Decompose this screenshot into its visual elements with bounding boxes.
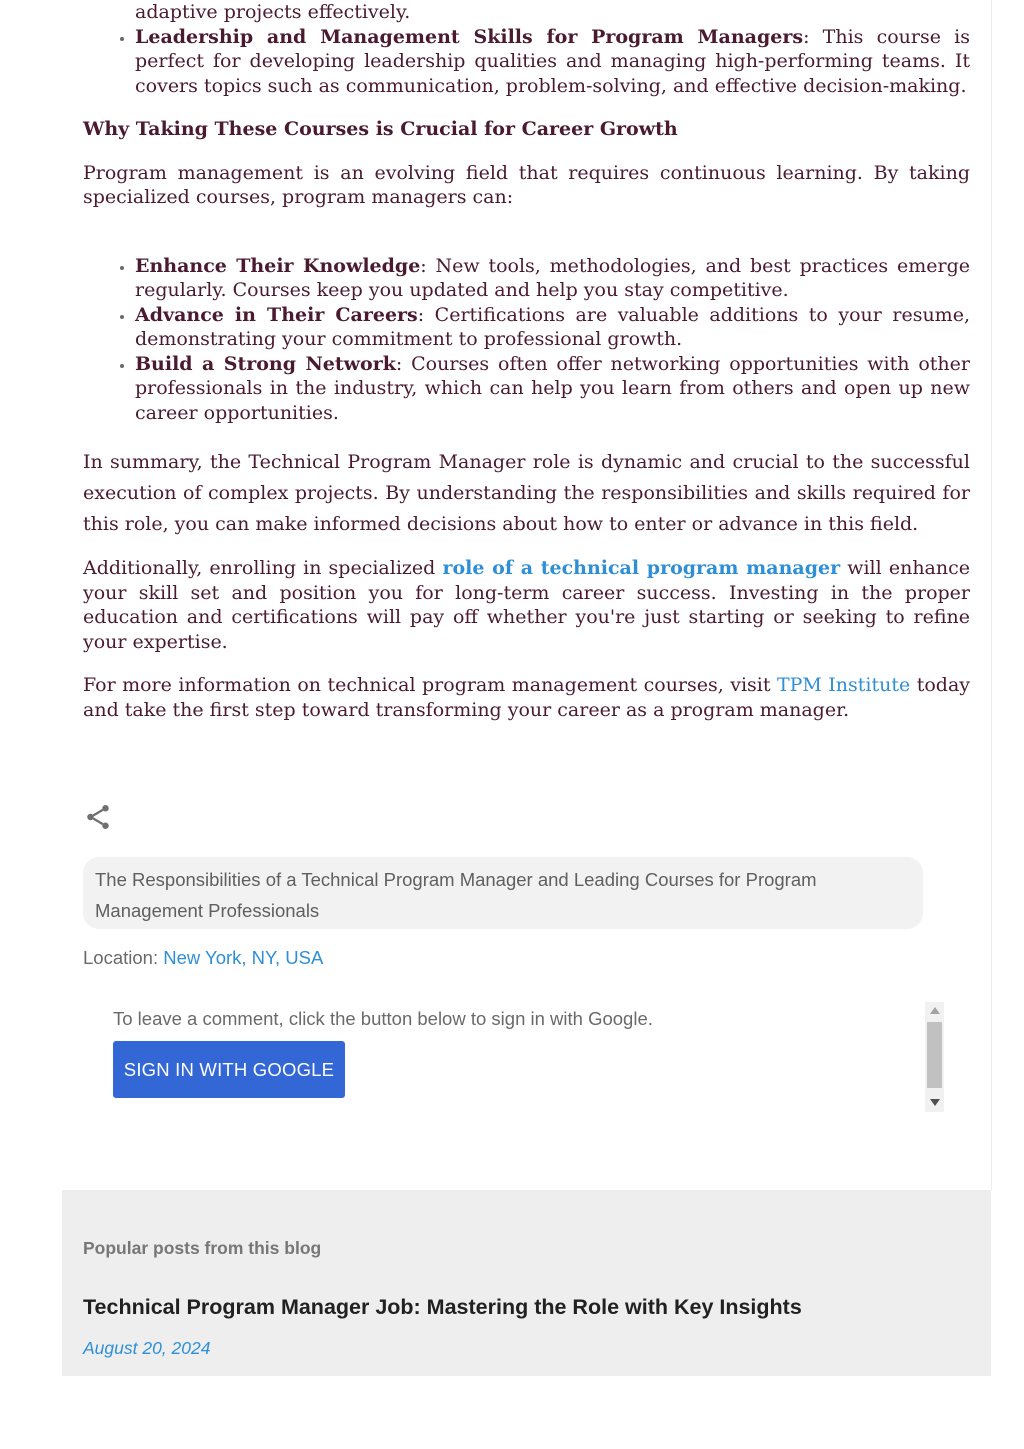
- post-label-text: The Responsibilities of a Technical Program Manager and Leading Courses for Program Management Professionals: [95, 869, 817, 921]
- list-item-careers: [135, 303, 970, 352]
- comment-frame: [113, 1002, 945, 1112]
- benefit-title: Advance in Their Careers: [135, 303, 418, 326]
- comment-scrollbar[interactable]: [925, 1002, 944, 1112]
- page: [62, 0, 991, 1449]
- section-heading: Why Taking These Courses is Crucial for Career Growth: [83, 118, 678, 140]
- post-card: [62, 0, 992, 1190]
- list-item-knowledge: [135, 254, 970, 303]
- more-info-after: today and take the first step toward transforming your career as a program manager.: [83, 674, 970, 721]
- tpm-institute-link[interactable]: TPM Institute: [776, 674, 911, 696]
- location-label: Location:: [83, 947, 164, 968]
- tpm-role-link[interactable]: role of a technical program manager: [442, 557, 841, 579]
- benefit-text: : Courses often offer networking opportunities with other professionals in the industry, which can help you learn from others and open up new career opportunities.: [135, 352, 970, 424]
- benefit-text: : Certifications are valuable additions to your resume, demonstrating your commitment to professional growth.: [135, 303, 970, 350]
- additional-paragraph: [83, 556, 970, 654]
- list-item-continued: [135, 0, 970, 25]
- share-icon: [83, 802, 113, 832]
- clipped-text: adaptive projects effectively.: [135, 1, 411, 23]
- benefit-title: Enhance Their Knowledge: [135, 254, 421, 277]
- popular-post-title-link[interactable]: Technical Program Manager Job: Mastering the Role with Key Insights: [83, 1295, 802, 1319]
- benefit-text: : New tools, methodologies, and best practices emerge regularly. Courses keep you updated and help you stay competitive.: [135, 254, 970, 301]
- post-label-chip[interactable]: [83, 857, 923, 929]
- popular-posts-heading: Popular posts from this blog: [83, 1238, 322, 1258]
- popular-post-date: August 20, 2024: [83, 1338, 211, 1358]
- more-info-paragraph: [83, 673, 970, 722]
- comment-prompt: To leave a comment, click the button below to sign in with Google.: [113, 1008, 653, 1029]
- additional-after: will enhance your skill set and position you for long-term career success. Investing in the proper education and certifications will pay off whether you're just starting or seeking to refine your expertise.: [83, 557, 971, 653]
- course-list-continued: [83, 0, 970, 98]
- scroll-up-arrow-icon[interactable]: [930, 1007, 940, 1014]
- location-link[interactable]: New York, NY, USA: [163, 947, 324, 968]
- more-info-before: For more information on technical program management courses, visit: [83, 674, 777, 696]
- post-body: [83, 0, 970, 722]
- additional-before: Additionally, enrolling in specialized: [83, 557, 443, 579]
- list-item-leadership: [135, 25, 970, 99]
- scroll-thumb[interactable]: [927, 1022, 942, 1088]
- benefit-title: Build a Strong Network: [135, 352, 396, 375]
- benefits-list: [83, 254, 970, 426]
- intro-paragraph: Program management is an evolving field that requires continuous learning. By taking specialized courses, program managers can:: [83, 161, 970, 208]
- popular-posts-section: [62, 1190, 991, 1376]
- post-location: [83, 947, 323, 969]
- leadership-title: Leadership and Management Skills for Program Managers: [135, 25, 804, 48]
- list-item-network: [135, 352, 970, 426]
- share-button[interactable]: [83, 802, 113, 832]
- summary-paragraph: In summary, the Technical Program Manager role is dynamic and crucial to the successful execution of complex projects. By understanding the responsibilities and skills required for this role, you can make informed decisions about how to enter or advance in this field.: [83, 451, 970, 535]
- sign-in-with-google-button[interactable]: SIGN IN WITH GOOGLE: [113, 1041, 345, 1098]
- leadership-text: : This course is perfect for developing leadership qualities and managing high-performing teams. It covers topics such as communication, problem-solving, and effective decision-making.: [135, 25, 970, 97]
- scroll-down-arrow-icon[interactable]: [930, 1099, 940, 1106]
